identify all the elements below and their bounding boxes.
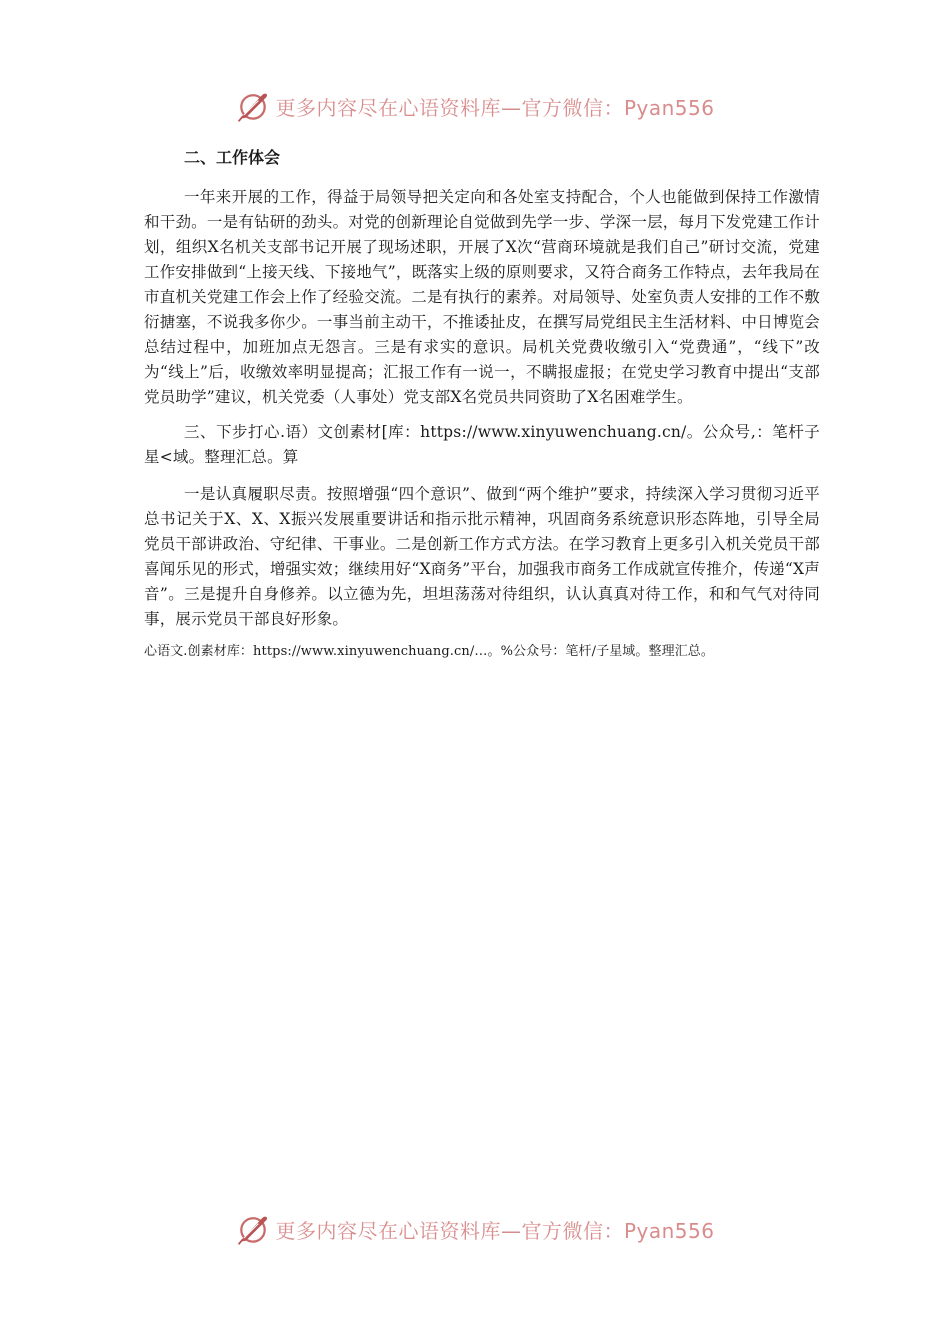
paragraph-work-experience: 一年来开展的工作，得益于局领导把关定向和各处室支持配合，个人也能做到保持工作激情和干劲。一是有钻研的劲头。对党的创新理论自觉做到先学一步、学深一层，每月下发党建工作计划，组织X名机关支部书记开展了现场述职，开展了X次“营商环境就是我们自己”研讨交流，党建工作安排做到“上接天线、下接地气”，既落实上级的原则要求，又符合商务工作特点，去年我局在市直机关党建工作会上作了经验交流。二是有执行的素养。对局领导、处室负责人安排的工作不敷衍搪塞，不说我多你少。一事当前主动干，不推诿扯皮，在撰写局党组民主生活材料、中日博览会总结过程中，加班加点无怨言。三是有求实的意识。局机关党费收缴引入“党费通”，“线下”改为“线上”后，收缴效率明显提高；汇报工作有一说一，不瞒报虚报；在党史学习教育中提出“支部党员助学”建议，机关党委（人事处）党支部X名党员共同资助了X名困难学生。	[144, 188, 820, 406]
section-heading: 二、工作体会	[184, 148, 281, 167]
banner-text: 更多内容尽在心语资料库—官方微信：Pyan556	[275, 95, 715, 120]
banner-text: 更多内容尽在心语资料库—官方微信：Pyan556	[275, 1218, 715, 1243]
document-body	[144, 145, 820, 662]
header-banner	[0, 84, 950, 128]
paragraph-next-steps: 一是认真履职尽责。按照增强“四个意识”、做到“两个维护”要求，持续深入学习贯彻习近平总书记关于X、X、X振兴发展重要讲话和指示批示精神，巩固商务系统意识形态阵地，引导全局党员干部讲政治、守纪律、干事业。二是创新工作方式方法。在学习教育上更多引入机关党员干部喜闻乐见的形式，增强实效；继续用好“X商务”平台，加强我市商务工作成就宣传推介，传递“X声音”。三是提升自身修养。以立德为先，坦坦荡荡对待组织，认认真真对待工作，和和气气对待同事，展示党员干部良好形象。	[144, 485, 820, 628]
paragraph-next-steps-heading: 三、下步打心.语）文创素材[库：https://www.xinyuwenchuang.cn/。公众号,：笔杆子星<域。整理汇总。算	[144, 423, 820, 466]
footer-banner	[0, 1207, 950, 1251]
quill-logo-icon	[235, 88, 271, 124]
footnote-watermark: 心语文.创素材库：https://www.xinyuwenchuang.cn/…。%公众号：笔杆/子星域。整理汇总。	[144, 644, 714, 659]
quill-logo-icon	[235, 1211, 271, 1247]
